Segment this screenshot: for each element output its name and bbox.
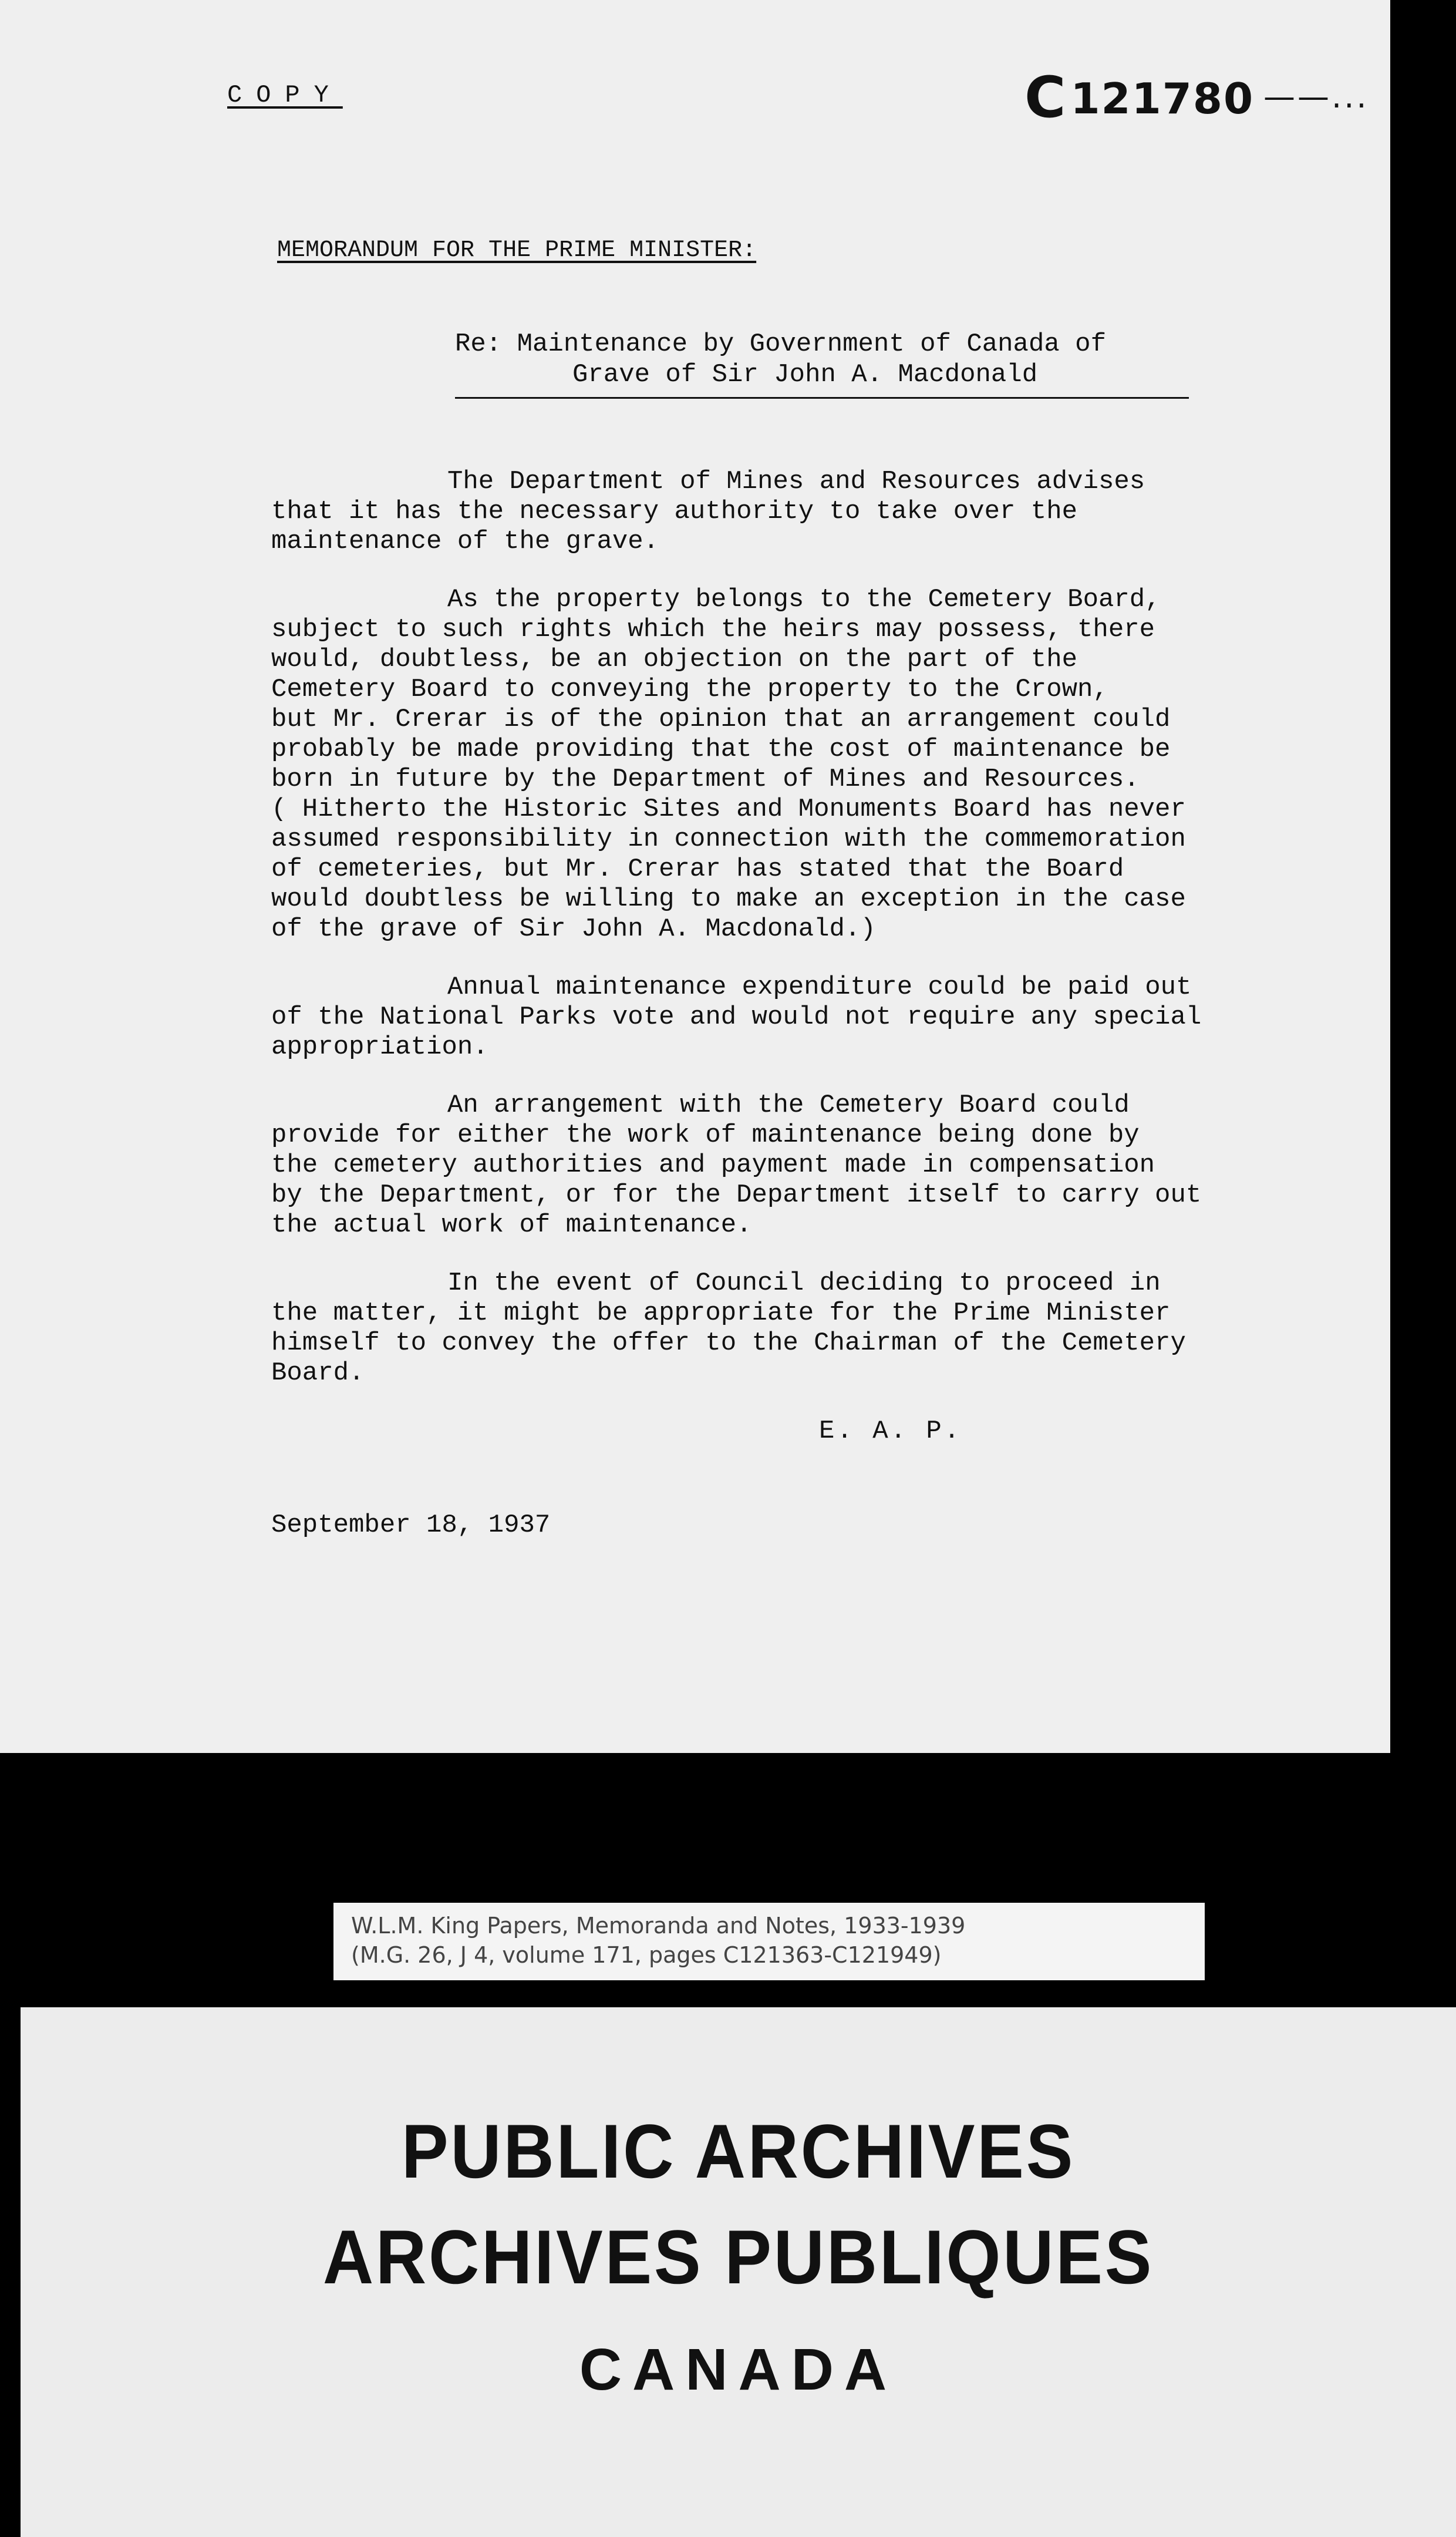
copy-label: COPY <box>227 81 343 109</box>
archives-country: CANADA <box>579 2337 898 2403</box>
memo-paragraph-3: Annual maintenance expenditure could be paid out of the National Parks vote and would not require any special appropriation. <box>271 973 1202 1062</box>
archives-title-english: PUBLIC ARCHIVES <box>401 2108 1076 2194</box>
document-number <box>1024 65 1369 130</box>
source-label-line-2: (M.G. 26, J 4, volume 171, pages C121363-C121949) <box>351 1942 942 1968</box>
document-number-dash: ——... <box>1263 78 1369 115</box>
memo-heading: MEMORANDUM FOR THE PRIME MINISTER: <box>277 237 757 264</box>
archives-card <box>21 2007 1456 2537</box>
memo-date: September 18, 1937 <box>271 1510 551 1540</box>
memo-paragraph-1: The Department of Mines and Resources advises that it has the necessary authority to take over the maintenance of the grave. <box>271 467 1145 556</box>
source-label-line-1: W.L.M. King Papers, Memoranda and Notes, 1933-1939 <box>351 1913 966 1939</box>
source-label <box>333 1903 1205 1980</box>
memo-paragraph-4: An arrangement with the Cemetery Board could provide for either the work of maintenance being done by the cemetery authorities and payment made in compensation by the Department, or for the Department itself to carry out the actual work of maintenance. <box>271 1091 1202 1240</box>
archives-title-french: ARCHIVES PUBLIQUES <box>322 2214 1154 2300</box>
memo-body <box>271 467 1328 1416</box>
subject-block <box>455 329 1189 399</box>
subject-line-2: Grave of Sir John A. Macdonald <box>572 360 1038 389</box>
document-number-prefix: C <box>1024 65 1067 130</box>
subject-line-1: Re: Maintenance by Government of Canada of <box>455 329 1106 359</box>
signature-initials: E. A. P. <box>819 1416 962 1446</box>
memo-paragraph-2: As the property belongs to the Cemetery Board, subject to such rights which the heirs may possess, there would, doubtless, be an objection on the part of the Cemetery Board to conveying the property to the Crown, but Mr. Crerar is of the opinion that an arrangement could probably be made providing that the cost of maintenance be born in future by the Department of Mines and Resources. ( Hitherto the Historic Sites and Monuments Board has never assumed responsibility in connection with the commemoration of cemeteries, but Mr. Crerar has stated that the Board would doubtless be willing to make an exception in the case of the grave of Sir John A. Macdonald.) <box>271 585 1186 944</box>
document-number-value: 121780 <box>1070 74 1255 123</box>
memo-paragraph-5: In the event of Council deciding to proceed in the matter, it might be appropriate for the Prime Minister himself to convey the offer to the Chairman of the Cemetery Board. <box>271 1268 1186 1388</box>
